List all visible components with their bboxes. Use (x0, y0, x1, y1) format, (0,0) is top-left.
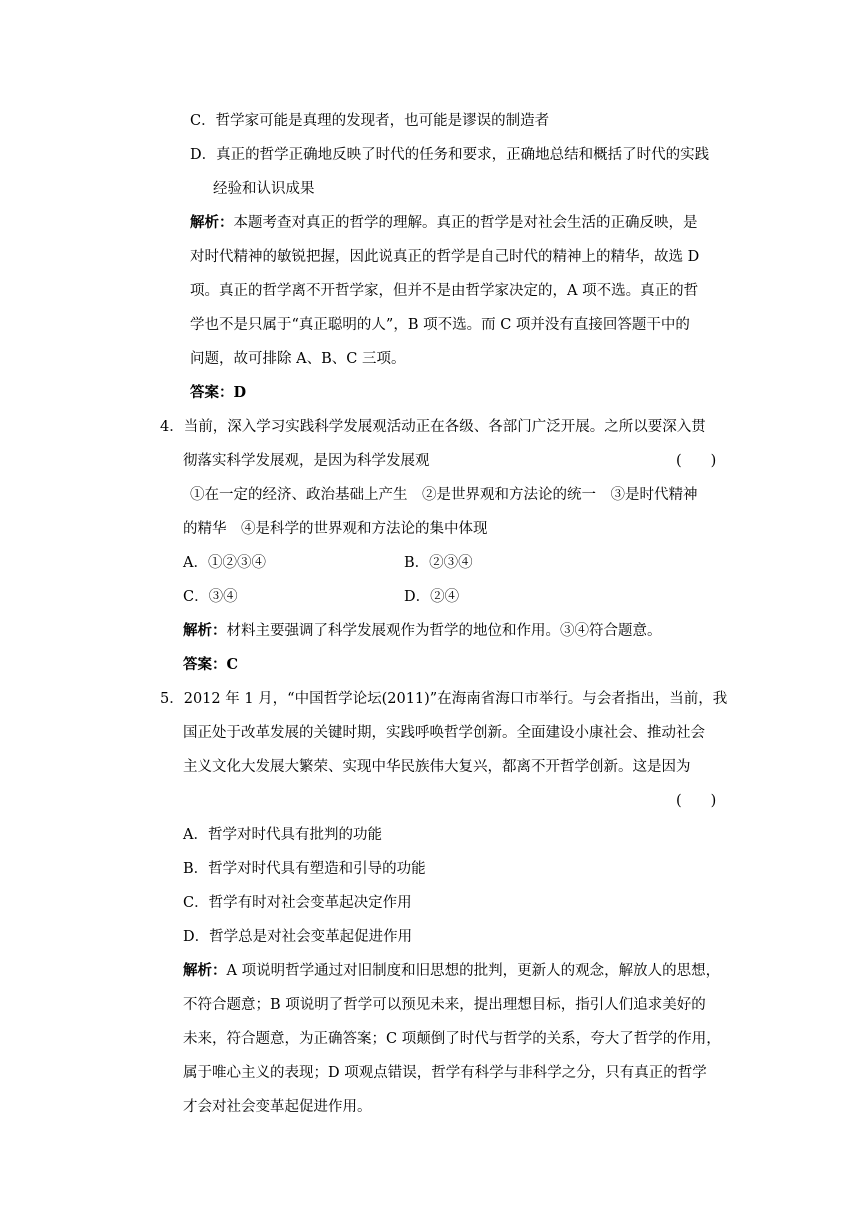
q5-analysis-line3: 未来，符合题意，为正确答案；C 项颠倒了时代与哲学的关系，夸大了哲学的作用， (183, 1031, 721, 1047)
q4-items-line2: 的精华 ④是科学的世界观和方法论的集中体现 (183, 521, 488, 537)
q5-analysis-line4: 属于唯心主义的表现；D 项观点错误，哲学有科学与非科学之分，只有真正的哲学 (183, 1065, 707, 1081)
q4-answer: 答案：C (183, 656, 239, 673)
q4-analysis (183, 621, 662, 641)
q5-analysis-line5: 才会对社会变革起促进作用。 (183, 1099, 372, 1115)
q3-answer: 答案：D (190, 384, 247, 401)
q5-stem-line2: 国正处于改革发展的关键时期，实践呼唤哲学创新。全面建设小康社会、推动社会 (183, 725, 705, 741)
q3-option-d-line2: 经验和认识成果 (213, 181, 315, 197)
q5-option-d: D．哲学总是对社会变革起促进作用 (183, 929, 413, 945)
q4-option-a: A．①②③④ (183, 555, 266, 571)
analysis-text: A 项说明哲学通过对旧制度和旧思想的批判，更新人的观念，解放人的思想， (226, 963, 721, 979)
q5-stem-line1: 5．2012 年 1 月，“中国哲学论坛(2011)”在海南省海口市举行。与会者指出，当前，我 (160, 691, 728, 707)
q3-analysis-line2: 对时代精神的敏锐把握，因此说真正的哲学是自己时代的精神上的精华，故选 D (190, 249, 700, 265)
q4-option-d: D．②④ (404, 589, 460, 605)
q4-stem-line2: 彻落实科学发展观，是因为科学发展观 (183, 453, 430, 469)
q3-analysis-line1 (190, 213, 698, 233)
q5-option-c: C．哲学有时对社会变革起决定作用 (183, 895, 412, 911)
q3-option-d-line1: D．真正的哲学正确地反映了时代的任务和要求，正确地总结和概括了时代的实践 (190, 147, 710, 163)
analysis-text: 本题考查对真正的哲学的理解。真正的哲学是对社会生活的正确反映，是 (233, 215, 698, 231)
q5-option-a: A．哲学对时代具有批判的功能 (183, 827, 382, 843)
q3-analysis-line3: 项。真正的哲学离不开哲学家，但并不是由哲学家决定的，A 项不选。真正的哲 (190, 283, 699, 299)
analysis-text: 材料主要强调了科学发展观作为哲学的地位和作用。③④符合题意。 (226, 623, 662, 639)
q5-analysis-line2: 不符合题意；B 项说明了哲学可以预见未来，提出理想目标，指引人们追求美好的 (183, 997, 706, 1013)
q5-option-b: B．哲学对时代具有塑造和引导的功能 (183, 861, 426, 877)
q4-option-c: C．③④ (183, 589, 238, 605)
analysis-label: 解析： (190, 214, 234, 231)
q3-option-c: C．哲学家可能是真理的发现者，也可能是谬误的制造者 (190, 113, 550, 129)
q4-answer-paren: ( ) (676, 453, 717, 469)
q3-analysis-line4: 学也不是只属于“真正聪明的人”，B 项不选。而 C 项并没有直接回答题干中的 (190, 317, 690, 333)
analysis-label: 解析： (183, 622, 227, 639)
q4-items-line1: ①在一定的经济、政治基础上产生 ②是世界观和方法论的统一 ③是时代精神 (190, 487, 698, 503)
q5-stem-line3: 主义文化大发展大繁荣、实现中华民族伟大复兴，都离不开哲学创新。这是因为 (183, 759, 691, 775)
analysis-label: 解析： (183, 962, 227, 979)
q4-option-b: B．②③④ (404, 555, 473, 571)
q5-answer-paren: ( ) (676, 793, 717, 809)
q4-stem-line1: 4．当前，深入学习实践科学发展观活动正在各级、各部门广泛开展。之所以要深入贯 (160, 419, 706, 435)
q3-analysis-line5: 问题，故可排除 A、B、C 三项。 (190, 351, 406, 367)
q5-analysis-line1 (183, 961, 720, 981)
